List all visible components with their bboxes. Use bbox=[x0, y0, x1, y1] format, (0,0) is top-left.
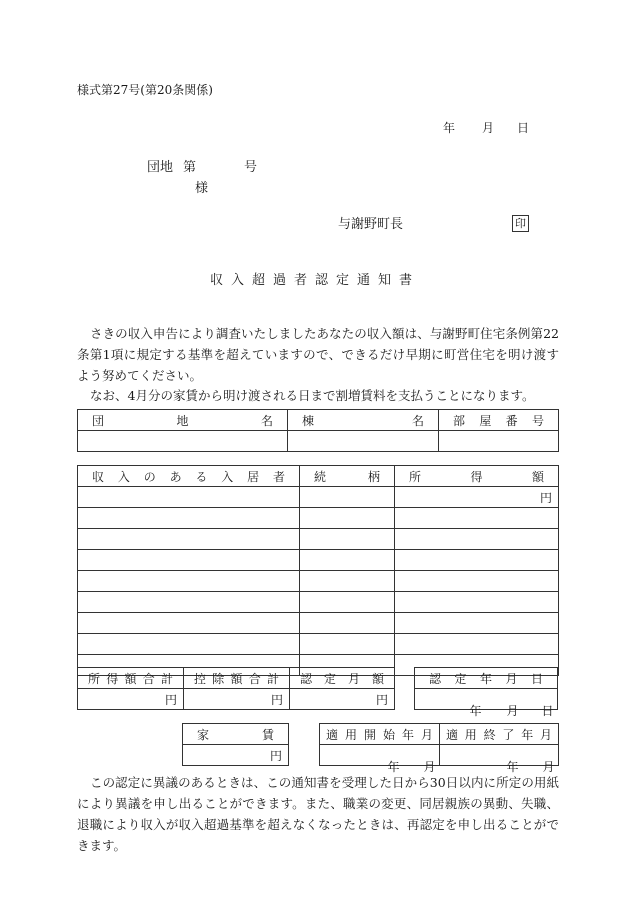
cell-income-amount[interactable] bbox=[395, 634, 559, 655]
table-row bbox=[78, 529, 559, 550]
addressee-danchi-label: 団地 bbox=[147, 160, 174, 175]
header-period-end: 適用終了年月 bbox=[440, 724, 559, 745]
cell-room-number[interactable] bbox=[439, 431, 559, 452]
cell-relationship[interactable] bbox=[300, 529, 395, 550]
date-year-label: 年 bbox=[443, 121, 456, 135]
summary-table bbox=[77, 667, 395, 710]
cert-day-label: 日 bbox=[541, 704, 554, 718]
cell-rent[interactable]: 円 bbox=[183, 745, 289, 766]
cell-relationship[interactable] bbox=[300, 592, 395, 613]
cell-income-amount[interactable] bbox=[395, 508, 559, 529]
cell-period-start[interactable] bbox=[320, 745, 440, 774]
form-number: 様式第27号(第20条関係) bbox=[77, 83, 213, 97]
cell-relationship[interactable] bbox=[300, 634, 395, 655]
start-year-label: 年 bbox=[387, 760, 400, 774]
table-row bbox=[78, 550, 559, 571]
addressee-go-label: 号 bbox=[244, 160, 258, 175]
cert-year-label: 年 bbox=[469, 704, 482, 718]
document-title: 収入超過者認定通知書 bbox=[209, 273, 420, 288]
period-table bbox=[319, 723, 559, 774]
cell-income-total[interactable]: 円 bbox=[78, 689, 184, 710]
cell-relationship[interactable] bbox=[300, 613, 395, 634]
cell-earner[interactable] bbox=[78, 487, 300, 508]
table-row bbox=[78, 508, 559, 529]
table-row bbox=[78, 592, 559, 613]
date-month-label: 月 bbox=[482, 121, 495, 135]
addressee-dai-label: 第 bbox=[183, 160, 197, 175]
certification-date-table bbox=[414, 667, 558, 718]
danchi-table bbox=[77, 409, 559, 452]
end-month-label: 月 bbox=[542, 760, 555, 774]
table-row bbox=[78, 487, 559, 508]
header-income-amount: 所得額 bbox=[395, 466, 559, 487]
header-certified-monthly: 認定月額 bbox=[290, 668, 395, 689]
header-room-number: 部屋番号 bbox=[439, 410, 559, 431]
cell-earner[interactable] bbox=[78, 529, 300, 550]
body-paragraph-1: さきの収入申告により調査いたしましたあなたの収入額は、与謝野町住宅条例第22条第1項に規定する基準を超えていますので、できるだけ早期に町営住宅を明け渡すよう努めてください。 bbox=[77, 326, 559, 383]
cell-earner[interactable] bbox=[78, 613, 300, 634]
header-income-total: 所得額合計 bbox=[78, 668, 184, 689]
cell-earner[interactable] bbox=[78, 592, 300, 613]
cell-relationship[interactable] bbox=[300, 508, 395, 529]
table-row bbox=[78, 634, 559, 655]
start-month-label: 月 bbox=[423, 760, 436, 774]
income-table bbox=[77, 465, 559, 676]
header-certification-date: 認定年月日 bbox=[415, 668, 558, 689]
date-day-label: 日 bbox=[517, 121, 530, 135]
body-paragraph-2: なお、4月分の家賃から明け渡される日まで割増賃料を支払うことになります。 bbox=[90, 388, 535, 403]
end-year-label: 年 bbox=[506, 760, 519, 774]
issuer-title: 与謝野町長 bbox=[338, 217, 404, 232]
header-deduction-total: 控除額合計 bbox=[184, 668, 290, 689]
cell-relationship[interactable] bbox=[300, 550, 395, 571]
cell-certified-monthly[interactable]: 円 bbox=[290, 689, 395, 710]
cell-building-name[interactable] bbox=[288, 431, 439, 452]
cell-earner[interactable] bbox=[78, 508, 300, 529]
cell-relationship[interactable] bbox=[300, 571, 395, 592]
cell-earner[interactable] bbox=[78, 571, 300, 592]
cell-period-end[interactable] bbox=[440, 745, 559, 774]
table-row bbox=[78, 571, 559, 592]
seal-mark: 印 bbox=[512, 215, 529, 232]
cell-earner[interactable] bbox=[78, 550, 300, 571]
header-relationship: 続柄 bbox=[300, 466, 395, 487]
cell-deduction-total[interactable]: 円 bbox=[184, 689, 290, 710]
cell-certification-date[interactable] bbox=[415, 689, 558, 718]
cell-relationship[interactable] bbox=[300, 487, 395, 508]
header-rent: 家賃 bbox=[183, 724, 289, 745]
cell-income-amount[interactable]: 円 bbox=[395, 487, 559, 508]
header-period-start: 適用開始年月 bbox=[320, 724, 440, 745]
table-row bbox=[78, 613, 559, 634]
addressee-sama-label: 様 bbox=[195, 181, 209, 196]
rent-table bbox=[182, 723, 289, 766]
cell-income-amount[interactable] bbox=[395, 529, 559, 550]
cell-income-amount[interactable] bbox=[395, 592, 559, 613]
cell-income-amount[interactable] bbox=[395, 550, 559, 571]
cell-income-amount[interactable] bbox=[395, 571, 559, 592]
cert-month-label: 月 bbox=[506, 704, 519, 718]
cell-danchi-name[interactable] bbox=[78, 431, 288, 452]
header-building-name: 棟名 bbox=[288, 410, 439, 431]
objection-notice: この認定に異議のあるときは、この通知書を受理した日から30日以内に所定の用紙により異議を申し出ることができます。また、職業の変更、同居親族の異動、失職、退職により収入が収入超過基準を超えなくなったときは、再認定を申し出ることができます。 bbox=[77, 775, 559, 853]
cell-earner[interactable] bbox=[78, 634, 300, 655]
header-danchi-name: 団地名 bbox=[78, 410, 288, 431]
header-income-earner: 収入のある入居者 bbox=[78, 466, 300, 487]
cell-income-amount[interactable] bbox=[395, 613, 559, 634]
